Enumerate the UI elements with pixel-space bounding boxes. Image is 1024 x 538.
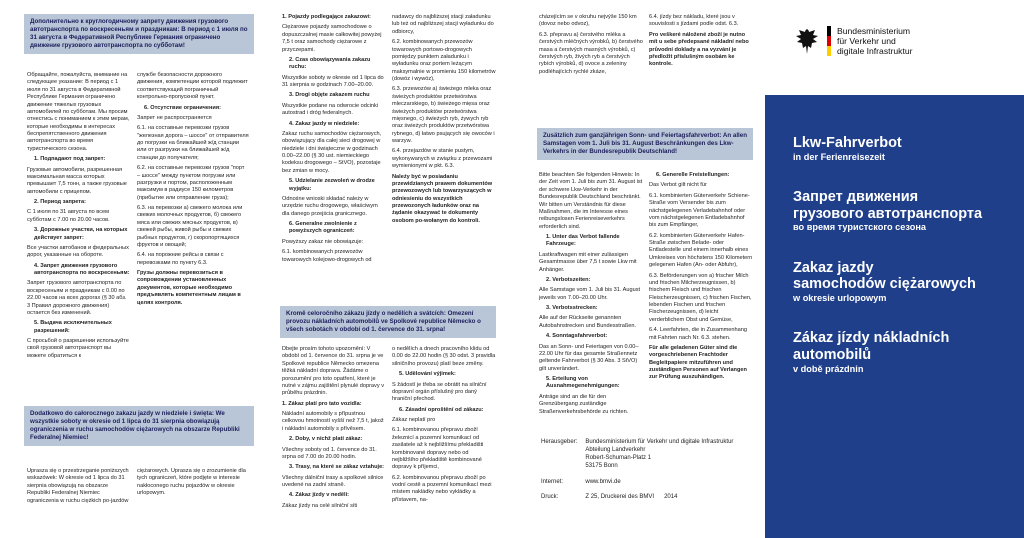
cs-text-c [539,14,643,79]
ru-warning: Грузы должны перевозиться в сопровождении установленных документов, которые необходимо предъявлять компетентным лицам в целях контроля. [137,270,241,306]
subtitle-cs: v době prázdnin [793,363,864,374]
de-text-2: Alle Samstage vom 1. Juli bis 31. August jeweils von 7.00–20.00 Uhr. [539,287,641,301]
cs-heading-5: 5. Udělování výjimek: [399,371,456,378]
pl-text-63: 6.3. przewozów a) świeżego mleka oraz świeżych produktów przetwórstwa mleczarskiego, b) świeżego mięsa oraz świeżych produktów przetwórstwa mięsnego, c) świeżych ryb, żywych ryb oraz świeżych produktów przetwórstwa rybnego, d) łatwo psujących się owoców i warzyw. [392,86,495,144]
ru-text-1: Грузовые автомобили, разрешенная максимальная масса которых превышает 7,5 тонн, а также грузовые автомобили с прицепом. [27,166,127,195]
de-text-6: Das Verbot gilt nicht für [649,182,707,189]
title-block [765,95,1024,538]
ru-text-4: Запрет грузового автотранспорта по воскресеньям и праздникам с 0.00 по 22.00 часов на всех дорогах (§ 30 абз. 3 Правил дорожного движения) остается без изменений. [27,280,127,316]
pl-text-64: 6.4. przejazdów w stanie pustym, wykonywanych w związku z przewozami wymienionymi w pkt. 6.3. [392,148,493,170]
pl-box-wrap [24,406,254,446]
imprint-label-publisher: Herausgeber: [541,439,578,445]
imprint-label-print: Druck: [541,494,559,501]
ru-text-6: Запрет не распространяется [137,114,212,121]
de-box-wrap [537,128,753,160]
cs-text-4: Zákaz jízdy na celé silniční síti [282,502,358,509]
cs-text-b [392,346,496,507]
de-heading-2: 2. Verbotszeiten: [546,276,591,283]
ru-text-61: 6.1. на составные перевозки грузов "железная дорога – шоссе" от отправителя до погрузки на ближайшей ж/д станции или от разгрузки на ближайшей ж/д станции до получателя; [137,125,249,161]
cs-warning: Pro veškeré náložené zboží je nutno mít u sebe předepsané nákladní nebo průvodní doklady a na vyzvání je předložit příslušným osobám ke kontrole. [649,31,749,68]
cs-text-3: Všechny dálniční trasy a spolkové silnice uvedené na zadní straně. [282,474,384,488]
cs-heading-3: 3. Trasy, na které se zákaz vztahuje: [289,464,385,471]
imprint-printer: Z 25, Druckerei des BMVI [585,494,655,501]
ru-column [24,14,254,54]
title-pl: Zakaz jazdy [793,259,874,276]
title-cs: Zákaz jízdy nákladních [793,330,950,347]
de-heading-4: 4. Sonntagsfahrverbot: [546,333,608,340]
de-text-1: Lastkraftwagen mit einer zulässigen Gesamtmasse über 7,5 t sowie Lkw mit Anhänger. [539,251,637,273]
ru-text-5b: службе безопасности дорожного движения, компетенции которой подлежит соответствующий пограничный контрольно-пропускной пункт. [137,72,248,101]
ru-text-5: С просьбой о разрешении используйте свой грузовой автотранспорт вы можете обратиться к [27,338,129,359]
ministry-line-1: Bundesministerium [837,26,911,36]
pl-text-6: Powyższy zakaz nie obowiązuje: [282,238,364,245]
de-heading-6: 6. Generelle Freistellungen: [656,172,730,178]
pl-info-box: Dodatkowo do całorocznego zakazu jazdy w niedziele i święta: We wszystkie soboty w okresie od 1 lipca do 31 sierpnia obowiązują ograniczenia w ruchu samochodów ciężarowych na obszarze Republiki Federalnej Niemiec! [24,406,254,446]
ministry-name [837,26,912,56]
de-text-64: 6.4. Leerfahrten, die in Zusammenhang mit Fahrten nach Nr. 6.3. stehen. [649,327,747,341]
ru-text-63: 6.3. на перевозки а) свежего молока или свежих молочных продуктов, б) свежего мяса или свежих мясных продуктов, в) свежей рыбы, живой рыбы и свежих рыбных продуктов, г) скоропортящихся фруктов и овощей; [137,205,243,248]
ru-text-3: Все участки автобанов и федеральных дорог, указанные на обороте. [27,244,129,259]
pl-heading-1: 1. Pojazdy podlegające zakazowi: [282,14,371,20]
imprint-city: 53175 Bonn [585,463,618,470]
pl-text-b [392,14,496,228]
pl-text-62: 6.2. kombinowanych przewozów towarowych portowo-drogowych pomiędzy punktem załadunku i wyładunku oraz portem leżącym maksymalnie w promieniu 150 kilometrów (dowóz i wywóz), [392,39,496,82]
cs-text-62: 6.2. kombinovanou přepravu zboží po vodní cestě a pozemní komunikací mezi místem nakládky nebo vykládky a přístavem, na- [392,474,492,503]
pl-warning: Należy być w posiadaniu przewidzianych prawem dokumentów przewozowych lub towarzyszących w odniesieniu do wszystkich przewozonych ładunków oraz na żądanie okazywać te dokumenty osobom po-wołanym do kontroli. [392,173,493,224]
pl-text-2: Wszystkie soboty w okresie od 1 lipca do 31 sierpnia w godzinach 7.00–20.00. [282,74,384,88]
imprint-label-internet: Internet: [541,479,564,486]
cs-intro: Dbejte prosím tohoto upozornění: V období od 1. července do 31. srpna je ve Spolkové republice Německo omezena těžká nákladní doprava. Žádáme o porozumění pro toto opatření, které je nutné v zájmu zajištění plynulé dopravy v průběhu prázdnin. [282,346,384,397]
pl-text-4: Zakaz ruchu samochodów ciężarowych, obowiązujący dla całej sieci drogowej w niedziele i dni świąteczne w godzinach 0.00–22.00 (§ 30 ust. niemieckiego kodeksu drogowego – StVO), pozostaje bez zmian w mocy. [282,130,382,174]
ru-text-2: С 1 июля по 31 августа по всем субботам с 7.00 по 20.00 часов. [27,209,110,223]
subtitle-pl: w okresie urlopowym [793,293,887,304]
cs-heading-4: 4. Zákaz jízdy v neděli: [289,492,349,499]
de-text-61: 6.1. kombinierten Güterverkehr Schiene-Straße vom Versender bis zum nächstgelegenen Verladebahnhof oder vom nächstgelegenen Entladebahnhof bis zum Empfänger, [649,192,750,229]
title-cs-2: automobilů [793,346,872,363]
cs-text-a [282,346,386,513]
ministry-line-2: für Verkehr und [837,36,896,47]
ministry-logo [795,26,912,58]
ru-text-62: 6.2. на составные перевозки грузов "порт – шоссе" между пунктом погрузки или разгрузки и портом, расположенным максимум в радиусе 150 километров (прибытие или отправление груза); [137,165,245,201]
flag-icon [827,26,831,56]
de-text-62: 6.2. kombinierten Güterverkehr Hafen-Straße zwischen Belade- oder Entladestelle und einem innerhalb eines Umkreises von höchstens 150 Kilometern gelegenen Hafen (An- oder Abfuhr), [649,232,753,269]
ru-heading-5: 5. Выдача исключительных разрешений: [34,320,112,334]
de-intro: Bitte beachten Sie folgenden Hinweis: In der Zeit vom 1. Juli bis zum 31. August ist der schwere Lkw-Verkehr in der Bundesrepublik Deutschland beschränkt. Wir bitten um Verständnis für diese Maßnahmen, die im Interesse eines reibungslosen Ferienreiseverkehrs erforderlich sind. [539,172,643,230]
ru-text-right [137,72,249,310]
cs-text-d [649,14,753,72]
ru-heading-2: 2. Период запрета: [34,199,87,205]
subtitle-de: in der Ferienreisezeit [793,151,885,162]
cs-text-64: 6.4. jízdy bez nákladu, které jsou v souvislosti s jízdami podle odst. 6.3. [649,14,739,28]
ru-intro: Обращайте, пожалуйста, внимание на следующее указание: В период с 1 июля по 31 августа в Федеративной Республике Германия ограничено движение тяжелых грузовых автомобилей по субботам. Мы просим отнестись с пониманием к этим мерам, которые необходимы в интересах беспрепятственного движения автотранспорта во время туристического сезона. [27,72,130,152]
title-ru: Запрет движения [793,188,919,205]
de-text-5: Anträge sind an die für den Grenzübergang zuständige Straßenverkehrsbehörde zu richten. [539,393,629,415]
ministry-line-3: digitale Infrastruktur [837,46,913,57]
imprint-dept: Abteilung Landverkehr [585,447,646,454]
imprint-street: Robert-Schuman-Platz 1 [585,455,652,462]
pl-intro-left: Uprasza się o przestrzeganie poniższych wskazówek: W okresie od 1 lipca do 31 sierpnia obowiązują na obszarze Republiki Federalnej Niemiec ograniczenia w ruchu ciężkich po-jazdów [27,468,129,504]
cs-heading-1: 1. Zákaz platí pro tato vozidla: [282,400,362,407]
cs-text-5: S žádostí je třeba se obrátit na silniční dopravní orgán příslušný pro daný hraniční přechod. [392,381,487,403]
cs-text-4b: o nedělích a dnech pracovního klidu od 0.00 do 22.00 hodin (§ 30 odst. 3 pravidla silničního provozu) platí beze změny. [392,346,496,367]
pl-heading-6: 6. Generalne zwolnienie z powyższych ograniczeń: [289,221,357,235]
de-text-a [539,172,643,419]
de-text-b [649,172,753,385]
eagle-icon [795,26,821,58]
de-warning: Für alle geladenen Güter sind die vorgeschriebenen Frachtoder Begleitpapiere mitzuführen und zuständigen Personen auf Verlangen zur Prüfung auszuhändigen. [649,344,747,381]
cs-box-wrap [280,306,496,338]
de-info-box: Zusätzlich zum ganzjährigen Sonn- und Feiertagsfahrverbot: An allen Samstagen vom 1. Juli bis 31. August Beschränkungen des Lkw-Verkehrs in der Bundesrepublik Deutschland! [537,128,753,160]
de-text-3: Alle auf der Rückseite genannten Autobahnstrecken und Bundesstraßen. [539,315,637,329]
title-de: Lkw-Fahrverbot [793,135,902,151]
imprint-publisher: Bundesministerium für Verkehr und digitale Infrastruktur [585,439,734,445]
title-ru-2: грузового автотранспорта [793,205,983,222]
cs-heading-2: 2. Doby, v nichž platí zákaz: [289,436,363,443]
pl-text-a [282,14,386,267]
ru-heading-3: 3. Дорожные участки, на которых действует запрет: [34,227,128,241]
pl-heading-2: 2. Czas obowiązywania zakazu ruchu: [289,56,371,71]
ru-heading-6: 6. Отсутствие ограничения: [144,104,221,111]
pl-text-3: Wszystkie podane na odwrocie odcinki autostrad i dróg federalnych. [282,102,379,117]
pl-text-61b: nadawcy do najbliższej stacji załadunku lub też od najbliższej stacji wyładunku do odbiorcy, [392,14,494,35]
pl-text-1: Ciężarowe pojazdy samochodowe o dopuszczalnej masie całkowitej powyżej 7,5 t oraz samochody ciężarowe z przyczepami. [282,24,382,53]
cs-text-6: Zákaz neplatí pro [392,417,436,423]
cs-text-62b: cházejícím se v okruhu nejvýše 150 km (dovoz nebo odvoz), [539,14,637,28]
cs-info-box: Kromě celoročního zákazu jízdy o nedělích a svátcích: Omezení provozu nákladních automobilů ve Spolkové republice Německo o všech sobotách v období od 1. července do 31. srpna! [280,306,496,338]
cs-text-61: 6.1. kombinovanou přepravu zboží železnicí a pozemní komunikací od zasilatele až k nejbližšímu překladišti kombinované dopravy nebo od nejbližšího překladiště kombinované dopravy k příjemci, [392,427,484,471]
pl-text-61: 6.1. kombinowanych przewozów towarowych kolejowo-drogowych od [282,249,372,263]
ru-text-left [27,72,131,363]
subtitle-ru: во время туристского сезона [793,222,927,233]
pl-text-5: Odnośne wnioski składać należy w urzędzie ruchu drogowego, właściwym dla danego przejścia granicznego. [282,195,378,217]
cs-text-2: Všechny soboty od 1. července do 31. srpna od 7.00 do 20.00 hodin. [282,446,377,460]
pl-intro-right: ciężarowych. Uprasza się o zrozumienie dla tych ograniczeń, które podjęte w interesie nakłoconego ruchu pojazdów w okresie urlopowym. [137,468,246,497]
cs-text-63: 6.3. přepravu a) čerstvého mléka a čerstvých mléčných výrobků, b) čerstvého masa a čerstvých masných výrobků, c) čerstvých ryb, živých ryb a čerstvých rybích výrobků, d) ovoce a zeleniny podléhajících rychlé zkáze, [539,31,643,75]
de-heading-3: 3. Verbotsstrecken: [546,305,598,311]
ru-text-64: 6.4. на порожние рейсы в связи с перевозками по пункту 6.3. [137,252,224,266]
cs-heading-6: 6. Zásadní oproštění od zákazu: [399,406,484,413]
pl-heading-4: 4. Zakaz jazdy w niedziele: [289,120,360,127]
ru-heading-1: 1. Подпадают под запрет: [34,156,106,163]
ru-heading-4: 4. Запрет движения грузового автотранспорта по воскресеньям: [34,262,130,276]
de-heading-1: 1. Unter das Verbot fallende Fahrzeuge: [546,234,620,248]
imprint-year: 2014 [664,494,678,501]
cs-text-1: Nákladní automobily s přípustnou celkovou hmotností vyšší než 7,5 t, jakož i nákladní automobily s přívěsem. [282,411,384,432]
ru-info-box: Дополнительно к круглогодичному запрету движения грузового автотранспорта по воскресеньям и праздникам: В период с 1 июля по 31 августа в Федеративной Республике Германия ограничено движение грузового автотранспорта по субботам! [24,14,254,54]
pl-heading-5: 5. Udzielanie zezwoleń w drodze wyjątku: [289,178,375,192]
de-text-4: Das an Sonn- und Feiertagen von 0.00–22.00 Uhr für das gesamte Straßennetz geltende Fahrverbot (§ 30 Abs. 3 StVO) gilt unverändert. [539,343,639,372]
de-heading-5: 5. Erteilung von Ausnahmegenehmigungen: [546,376,620,390]
de-text-63: 6.3. Beförderungen von a) frischer Milch und frischen Milcherzeugnissen, b) frischem Fleisch und frischen Fleischerzeugnissen, c) frischen Fischen, lebenden Fischen und frischen Fischerzeugnissen, d) leicht verderblichem Obst und Gemüse, [649,272,752,323]
imprint [539,436,741,505]
imprint-website-link[interactable]: www.bmvi.de [585,479,621,486]
pl-heading-3: 3. Drogi objęte zakazem ruchu [289,92,370,99]
title-pl-2: samochodów ciężarowych [793,276,976,293]
